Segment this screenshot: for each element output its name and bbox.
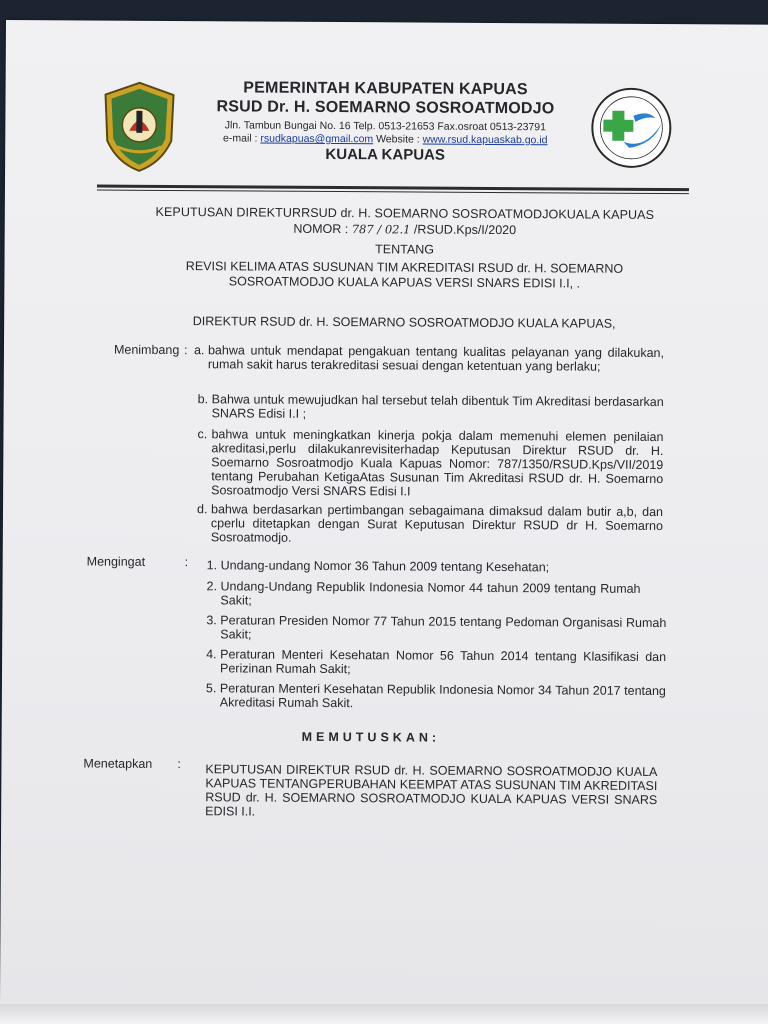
contact-line bbox=[185, 132, 585, 146]
city-name: KUALA KAPUAS bbox=[325, 145, 445, 164]
hospital-name: RSUD Dr. H. SOEMARNO SOSROATMODJO bbox=[216, 98, 555, 118]
website-link[interactable]: www.rsud.kapuaskab.go.id bbox=[422, 133, 548, 147]
menetapkan-label: Menetapkan bbox=[83, 756, 153, 771]
item-marker: d. bbox=[196, 502, 208, 517]
government-name: PEMERINTAH KABUPATEN KAPUAS bbox=[243, 79, 528, 99]
item-marker: c. bbox=[197, 427, 208, 442]
email-link[interactable]: rsudkapuas@gmail.com bbox=[260, 132, 374, 146]
item-text: bahwa berdasarkan pertimbangan sebagaimana dimaksud dalam butir a,b, dan cperlu ditetapkan dengan Surat Keputusan Direktur RSUD dr H. Soemarno Sosroatmodjo. bbox=[210, 502, 664, 545]
hospital-address: Jln. Tambun Bungai No. 16 Telp. 0513-21653 Fax.osroat 0513-23791 bbox=[224, 119, 547, 134]
hospital-logo-icon bbox=[589, 86, 674, 171]
item-marker: 4. bbox=[206, 647, 217, 662]
item-text: bahwa untuk mendapat pengakuan tentang kualitas pelayanan yang dilakukan, rumah sakit harus terakreditasi sesuai dengan ketentuan yang berlaku; bbox=[207, 343, 665, 374]
item-text: Undang-Undang Republik Indonesia Nomor 44 tahun 2009 tentang Rumah Sakit; bbox=[220, 579, 641, 608]
item-marker: 5. bbox=[205, 681, 217, 696]
item-text: Undang-undang Nomor 36 Tahun 2009 tentang Kesehatan; bbox=[220, 558, 550, 575]
menimbang-colon: : bbox=[183, 343, 188, 358]
decree-title: KEPUTUSAN DIREKTURRSUD dr. H. SOEMARNO SOSROATMODJOKUALA KAPUAS bbox=[155, 204, 655, 222]
menetapkan-text: KEPUTUSAN DIREKTUR RSUD dr. H. SOEMARNO SOSROATMODJO KUALA KAPUAS TENTANGPERUBAHAN KEEMPAT ATAS SUSUNAN TIM AKREDITASI RSUD dr. H. SOEMARNO SOSROATMODJO KUALA KAPUAS VERSI SNARS EDISI I.I. bbox=[205, 762, 658, 819]
item-marker: 1. bbox=[206, 558, 218, 573]
kapuas-regency-emblem-icon bbox=[101, 81, 178, 173]
nomor-suffix: /RSUD.Kps/I/2020 bbox=[413, 222, 517, 238]
document-page bbox=[0, 20, 768, 1015]
item-text: bahwa untuk meningkatkan kinerja pokja dalam memenuhi elemen penilaian akreditasi,perlu dilakukanrevisiterhadap Keputusan Direktur RSUD dr. H. Soemarno Sosroatmodjo Kuala Kapuas Nomor: 787/1350/RSUD.Kps/VII/2019 tentang Perubahan KetigaAtas Susunan Tim Akreditasi RSUD dr. H. Soemarno Sosroatmodjo Versi SNARS Edisi I.I bbox=[211, 427, 664, 499]
memutuskan-heading: MEMUTUSKAN: bbox=[301, 729, 441, 745]
mengingat-item-1 bbox=[206, 558, 667, 575]
mengingat-item-5 bbox=[205, 681, 666, 711]
menimbang-label: Menimbang bbox=[113, 342, 180, 358]
mengingat-label: Mengingat bbox=[86, 554, 146, 569]
nomor-label: NOMOR : bbox=[293, 221, 349, 237]
decree-subject-line-1: REVISI KELIMA ATAS SUSUNAN TIM AKREDITASI RSUD dr. H. SOEMARNO bbox=[185, 259, 624, 276]
item-text: Peraturan Presiden Nomor 77 Tahun 2015 tentang Pedoman Organisasi Rumah Sakit; bbox=[220, 613, 667, 642]
mengingat-item-3 bbox=[206, 613, 667, 642]
mengingat-item-2 bbox=[206, 579, 667, 608]
tentang-heading: TENTANG bbox=[375, 242, 435, 257]
letterhead bbox=[185, 79, 585, 164]
website-label: Website : bbox=[373, 133, 423, 146]
item-text: Peraturan Menteri Kesehatan Nomor 56 Tahun 2014 tentang Klasifikasi dan Perizinan Rumah Sakit; bbox=[220, 647, 667, 677]
decree-subject bbox=[84, 258, 724, 292]
decree-subject-line-2: SOSROATMODJO KUALA KAPUAS VERSI SNARS EDISI I.I, . bbox=[228, 274, 581, 291]
menetapkan-colon: : bbox=[177, 757, 181, 772]
handwritten-number: 787 / 02.1 bbox=[351, 222, 411, 237]
mengingat-colon: : bbox=[184, 555, 189, 570]
background-edge bbox=[0, 1004, 768, 1024]
menimbang-item-c bbox=[197, 427, 664, 499]
item-text: Bahwa untuk mewujudkan hal tersebut telah dibentuk Tim Akreditasi berdasarkan SNARS Edisi I.I ; bbox=[211, 392, 664, 421]
item-marker: 3. bbox=[206, 613, 217, 628]
mengingat-item-4 bbox=[206, 647, 667, 677]
item-text: Peraturan Menteri Kesehatan Republik Indonesia Nomor 34 Tahun 2017 tentang Akreditasi Rumah Sakit. bbox=[219, 681, 666, 711]
menimbang-item-d bbox=[196, 502, 664, 545]
menimbang-item-a bbox=[193, 343, 665, 374]
director-heading: DIREKTUR RSUD dr. H. SOEMARNO SOSROATMODJO KUALA KAPUAS, bbox=[192, 314, 616, 331]
decree-number bbox=[85, 220, 725, 238]
item-marker: a. bbox=[193, 343, 205, 358]
email-label: e-mail : bbox=[223, 132, 261, 145]
item-marker: 2. bbox=[206, 579, 218, 594]
item-marker: b. bbox=[197, 392, 209, 407]
menimbang-item-b bbox=[197, 392, 664, 421]
